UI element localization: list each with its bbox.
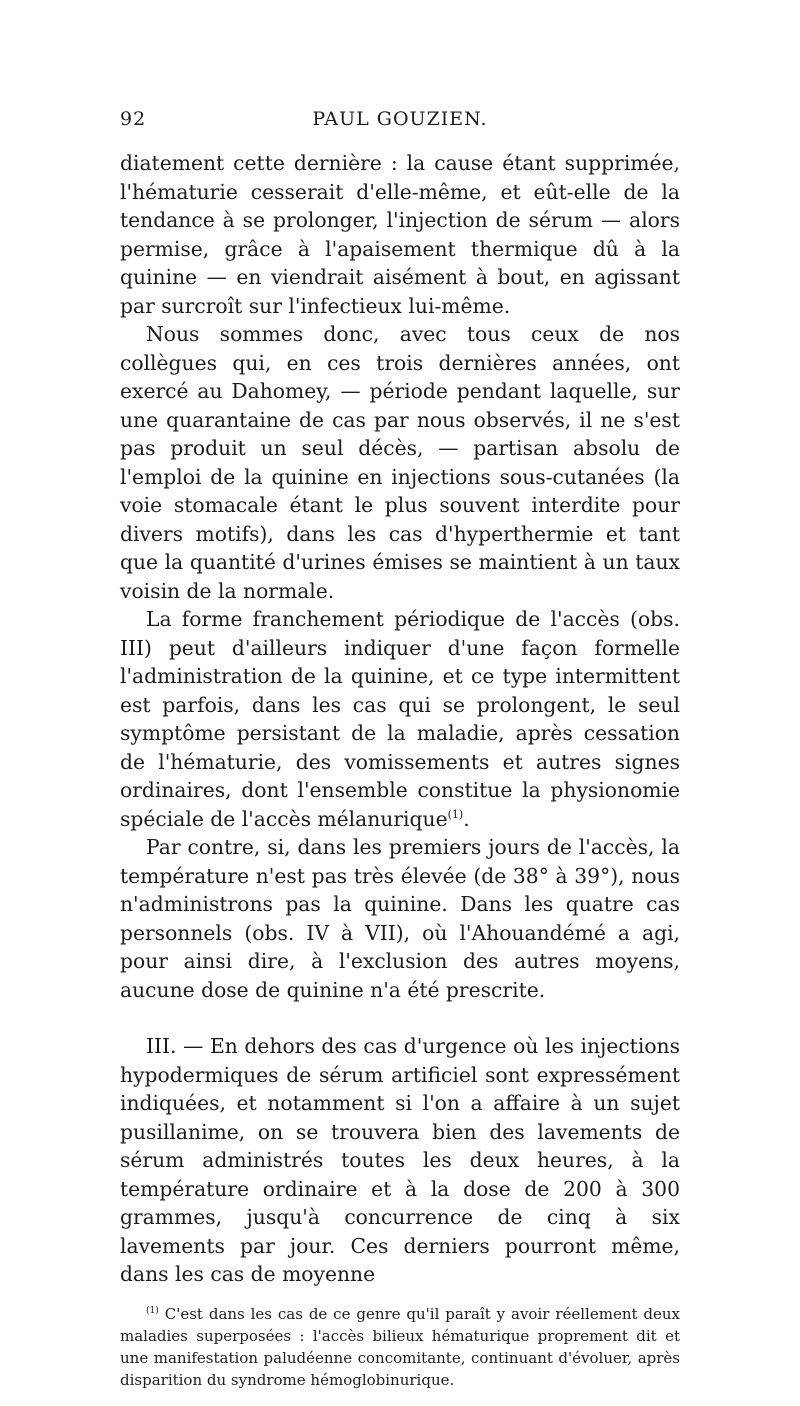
- footnote-text: C'est dans les cas de ce genre qu'il paraît y avoir réellement deux maladies superposées : l'accès bilieux hématurique proprement dit et une manifestation paludéenne concomitante, continuant d'évoluer, après disparition du syndrome hémoglobinurique.: [120, 1304, 680, 1389]
- footnote: [120, 1303, 680, 1391]
- paragraph-section-three: III. — En dehors des cas d'urgence où les injections hypodermiques de sérum artificiel sont expressément indiquées, et notamment si l'on a affaire à un sujet pusillanime, on se trouvera bien des lavements de sérum administrés toutes les deux heures, à la température ordinaire et à la dose de 200 à 300 grammes, jusqu'à concurrence de cinq à six lavements par jour. Ces derniers pourront même, dans les cas de moyenne: [120, 1034, 680, 1286]
- paragraph-continuation: diatement cette dernière : la cause étant supprimée, l'hématurie cesserait d'elle-même, et eût-elle de la tendance à se prolonger, l'injection de sérum — alors permise, grâce à l'apaisement thermique dû à la quinine — en viendrait aisément à bout, en agissant par surcroît sur l'infectieux lui-même.: [120, 151, 680, 318]
- book-page: [120, 108, 680, 1406]
- running-title: PAUL GOUZIEN.: [312, 108, 488, 130]
- paragraph-periodic-form-tail: .: [463, 806, 470, 831]
- footnote-reference: (1): [447, 807, 464, 821]
- running-head: [120, 108, 680, 138]
- paragraph-periodic-form: [120, 605, 680, 833]
- page-number: 92: [120, 108, 147, 130]
- body-text: [120, 149, 680, 1289]
- paragraph-quinine-dahomey: Nous sommes donc, avec tous ceux de nos collègues qui, en ces trois dernières années, ont exercé au Dahomey, — période pendant laquelle, sur une quarantaine de cas par nous observés, il ne s'est pas produit un seul décès, — partisan absolu de l'emploi de la quinine en injections sous-cutanées (la voie stomacale étant le plus souvent interdite pour divers motifs), dans les cas d'hyperthermie et tant que la quantité d'urines émises se maintient à un taux voisin de la normale.: [120, 322, 680, 603]
- paragraph-periodic-form-text: La forme franchement périodique de l'accès (obs. III) peut d'ailleurs indiquer d'une façon formelle l'administration de la quinine, et ce type intermittent est parfois, dans les cas qui se prolongent, le seul symptôme persistant de la maladie, après cessation de l'hématurie, des vomissements et autres signes ordinaires, dont l'ensemble constitue la physionomie spéciale de l'accès mélanurique: [120, 607, 680, 831]
- paragraph-temperature: Par contre, si, dans les premiers jours de l'accès, la température n'est pas très élevée (de 38° à 39°), nous n'administrons pas la quinine. Dans les quatre cas personnels (obs. IV à VII), où l'Ahouandémé a agi, pour ainsi dire, à l'exclusion des autres moyens, aucune dose de quinine n'a été prescrite.: [120, 835, 680, 1002]
- footnote-marker: (1): [146, 1305, 159, 1316]
